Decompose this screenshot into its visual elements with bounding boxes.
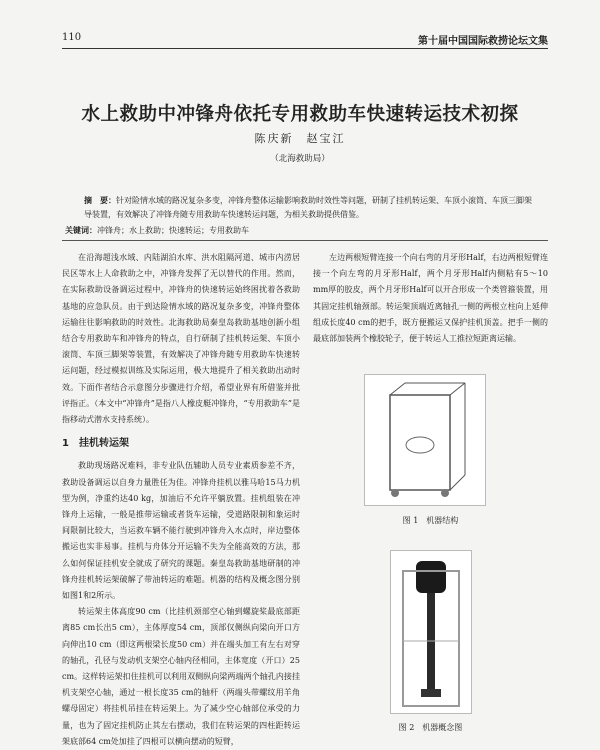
left-column	[62, 250, 300, 750]
affiliation: （北海救助局）	[270, 154, 330, 164]
keywords-text: 冲锋舟；水上救助；快速转运；专用救助车	[97, 226, 249, 235]
figure-2-caption: 图 2 机器概念图	[398, 723, 463, 732]
figure-1-image	[364, 374, 486, 506]
authors: 陈庆新 赵宝江	[254, 132, 346, 145]
journal-title: 第十届中国国际救捞论坛文集	[418, 36, 548, 47]
running-header	[62, 32, 548, 46]
section-heading: 1 挂机转运架	[62, 438, 129, 450]
right-column	[313, 250, 548, 347]
figure-1-caption: 图 1 机器结构	[402, 516, 459, 525]
keywords-rule	[62, 240, 548, 241]
outboard-motor-frame	[391, 551, 471, 713]
figure-2-image	[390, 550, 472, 714]
frame-sketch	[365, 375, 485, 505]
header-rule	[62, 48, 548, 49]
paragraph: 救助现场路况难料，非专业队伍辅助人员专业素质参差不齐，救助设备调运以自身力量胜任为佳。冲锋舟挂机以雅马哈15马力机型为例，净重约达40 kg，加油后不允许平躺放置。挂机组装在冲锋舟上运输，一般是推带运输或者货车运输，受道路限制和象运时间限制比较大，当运救车辆不能行驶到冲锋舟入水点时，岸边整体搬运也实非易事。挂机与舟体分开运输不失为全能高效的方法，那么如何保证挂机安全就成了研究的课题。秦皇岛救助基地研制的冲锋舟挂机转运架破解了带油转运的难题。机器的结构及概念图分别如图1和2所示。	[62, 461, 300, 601]
keywords-label: 关键词：	[65, 226, 97, 235]
abstract-text: 针对险情水域的路况复杂多变，冲锋舟整体运输影响救助时效性等问题，研制了挂机转运架、车顶小滚筒、车顶三脚架导装置，有效解决了冲锋舟随专用救助车快速转运问题，为相关救助提供借鉴。	[84, 196, 532, 219]
keywords	[65, 225, 249, 236]
paragraph: 在沿海超浅水域、内陆湖泊水库、洪水阻隔河道、城市内涝居民区等水上人命救助之中，冲锋舟发挥了无以替代的作用。然而，在实际救助设备调运过程中，冲锋舟的快速转运始终困扰着各救助基地的应急队员。由于到达险情水域的路况复杂多变，冲锋舟整体运输往往影响救助的时效性。北海救助局秦皇岛救助基地创新小组结合专用救助车和冲锋舟的特点，自行研制了挂机转运架、车顶小滚筒、车顶三脚架等装置，有效解决了冲锋舟随专用救助车快速转运问题，经过模拟训练及实际运用，极大地提升了相关救助出动时效。下面作者结合示意图分步骤进行介绍，希望业界有所借鉴并批评指正。（本文中“冲锋舟”是指八人橡皮艇冲锋舟，“专用救助车”是指移动式潜水支持系统）。	[62, 253, 300, 425]
abstract	[84, 194, 532, 222]
abstract-label: 摘 要：	[84, 196, 116, 205]
paragraph: 转运架主体高度90 cm（比挂机颈部空心轴到螺旋桨最底部距离85 cm长出5 cm），主体厚度54 cm，顶部仅侧纵向梁向开口方向伸出10 cm（即这两根梁长度50 cm）并在端头加工有左右对穿的轴孔，孔径与发动机支架空心轴内径相同，主体宽度（开口）25 cm。这样转运架扣住挂机可以利用双侧纵向梁两端两个轴孔内接挂机支架空心轴，通过一根长度35 cm的轴杆（两端头带螺纹用羊角螺母固定）将挂机吊挂在转运架上。为了减少空心轴部位承受的力量，也为了固定挂机防止其左右摆动，我们在转运架的四柱距转运架底部64 cm处加挂了四根可以横向摆动的短臂，	[62, 607, 300, 746]
paper-title: 水上救助中冲锋舟依托专用救助车快速转运技术初探	[81, 104, 519, 125]
page-number: 110	[62, 32, 82, 43]
paragraph: 左边两根短臂连接一个向右弯的月牙形Half，右边两根短臂连接一个向左弯的月牙形Half，两个月牙形Half内侧粘有5～10 mm厚的胶皮，两个月牙形Half可以开合形成一个类管箍装置，用其固定挂机轴颈部。转运架顶端近离轴孔一侧的两根立柱向上延伸组成长度40 cm的把手，既方便搬运又保护挂机顶盖。把手一侧的最底部加装两个橡胶轮子，便于转运人工推拉短距离运输。	[313, 253, 548, 344]
